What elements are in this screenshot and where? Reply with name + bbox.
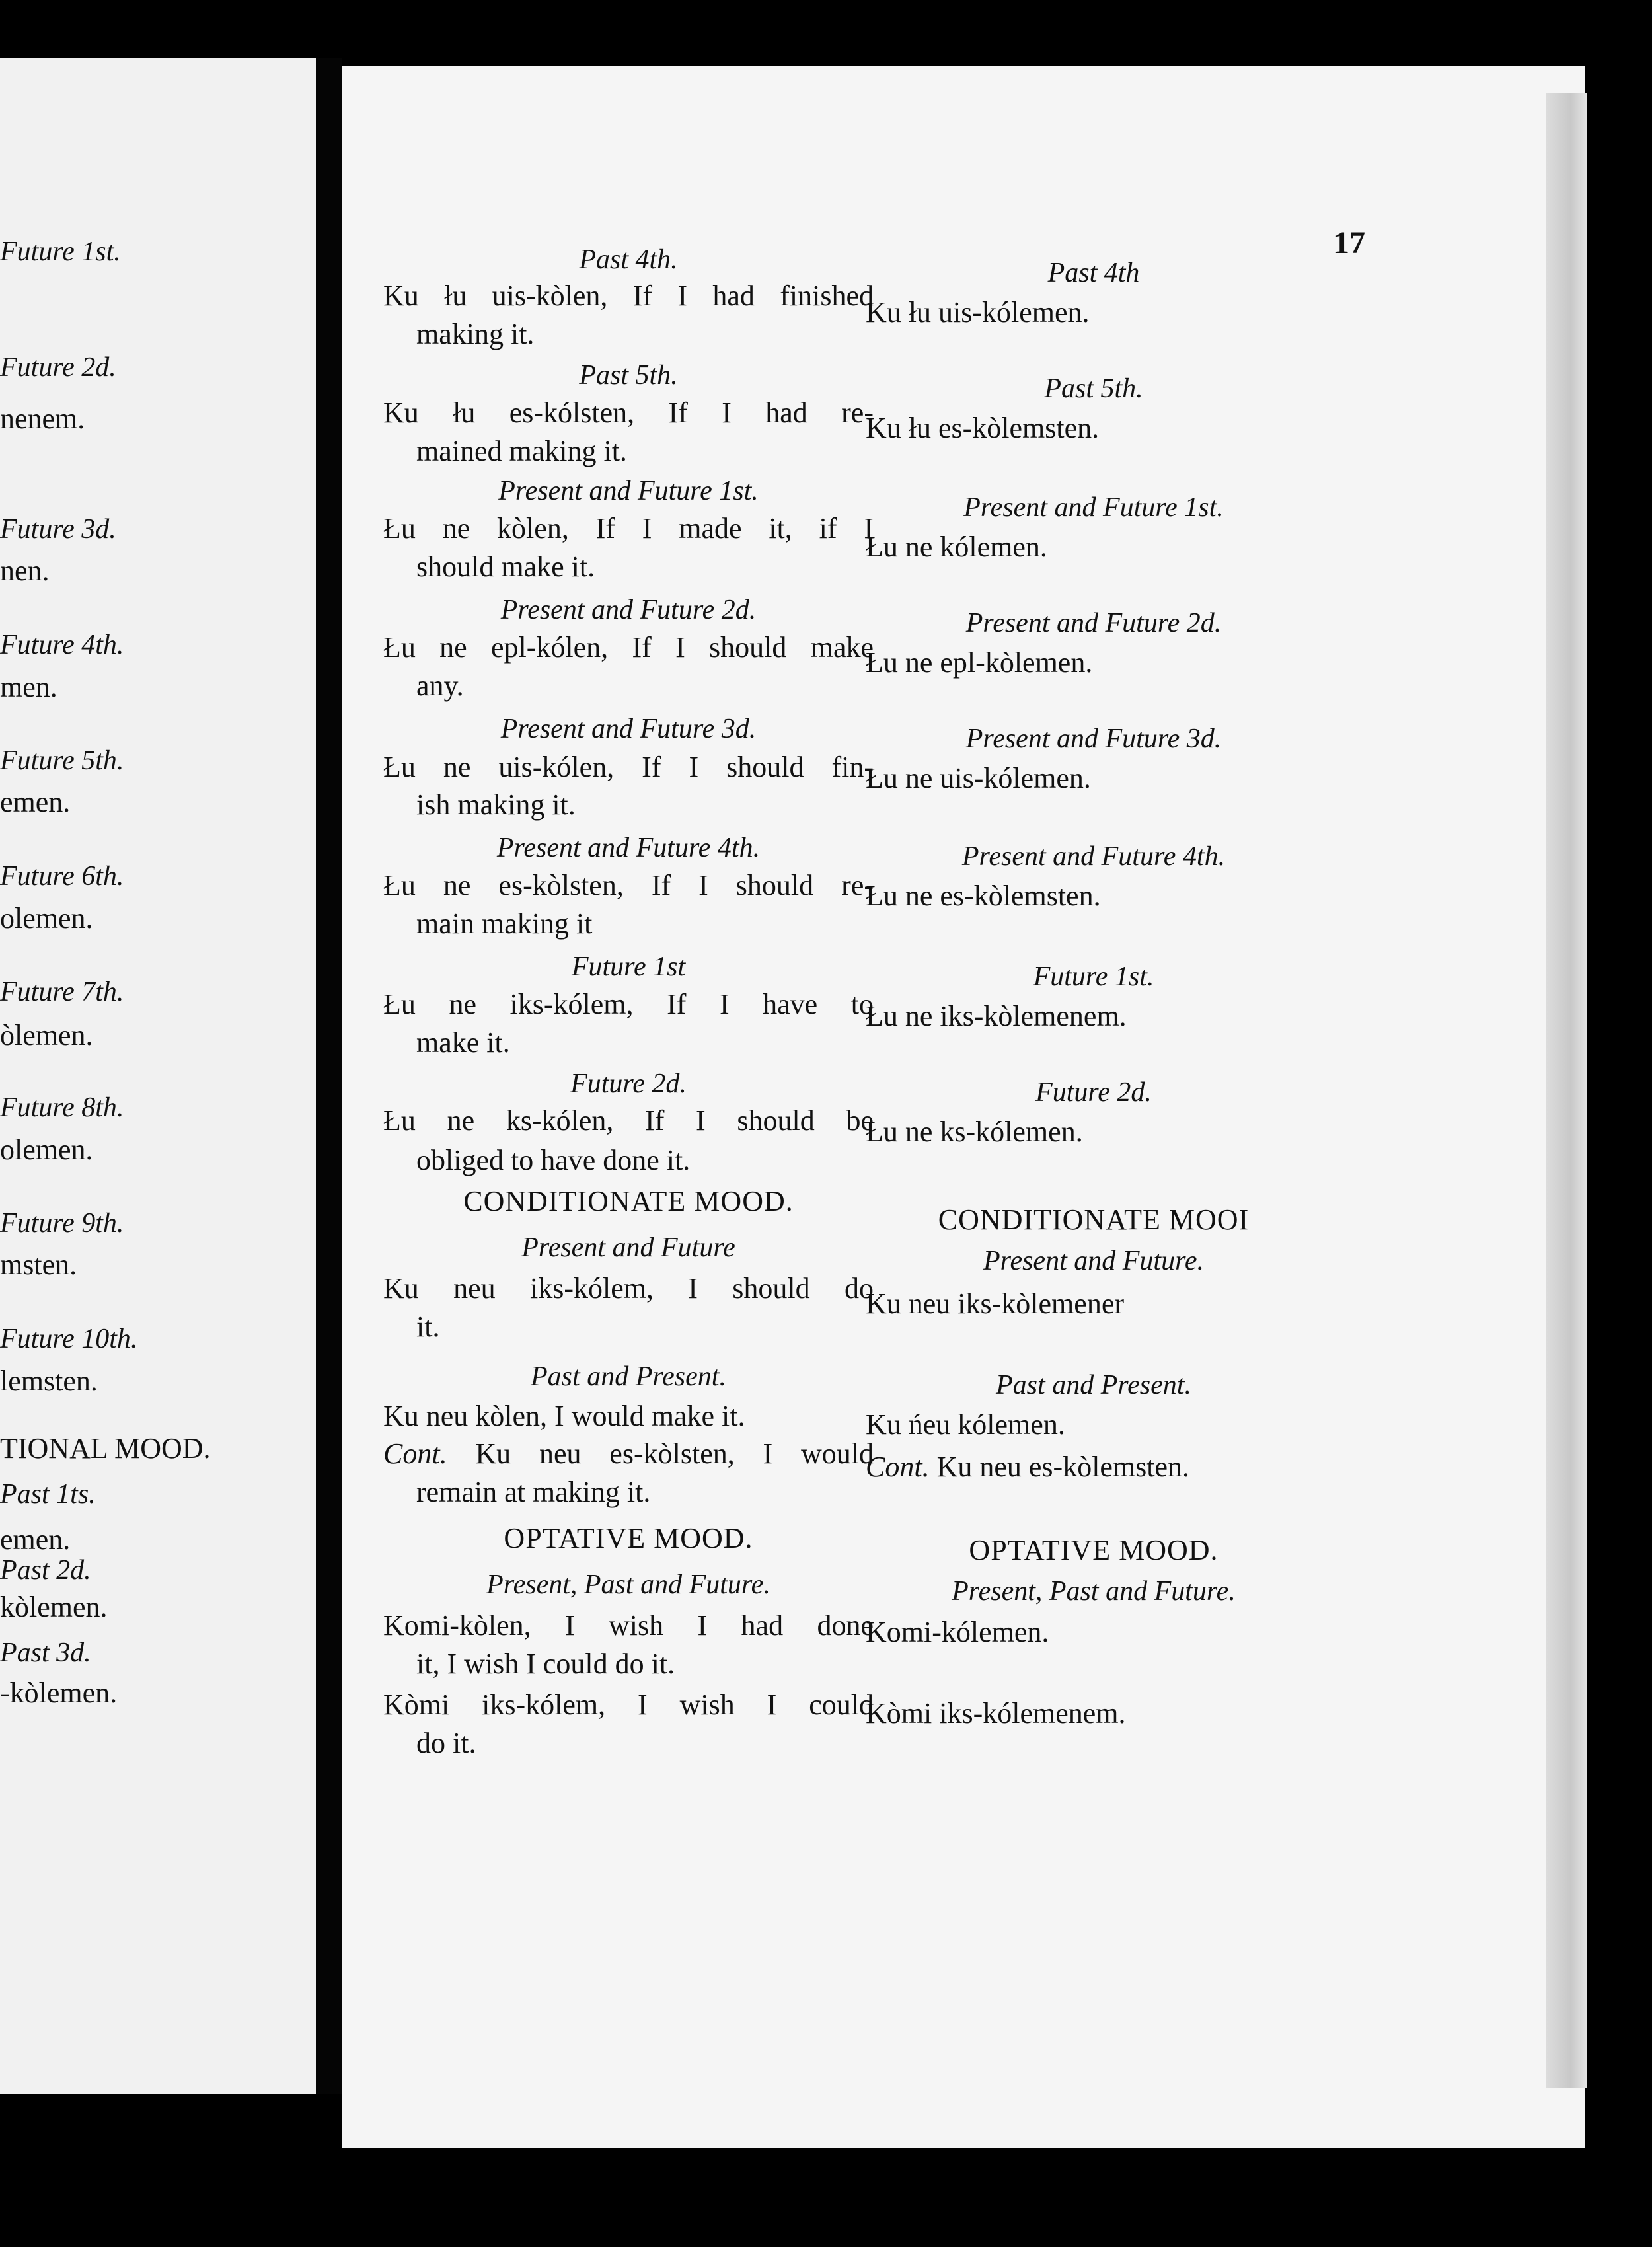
section-heading: Present and Future 2d. <box>500 595 757 625</box>
section-heading: Present and Future. <box>983 1246 1204 1276</box>
cont-abbreviation: Cont. <box>383 1437 447 1470</box>
section-heading: Past 4th <box>1047 258 1140 288</box>
section-heading: Past 5th. <box>579 360 678 391</box>
left-page-heading-fragment: Future 8th. <box>0 1092 124 1123</box>
conjugation-line: Ku neu iks-kólem, I should do <box>383 1272 874 1305</box>
left-page-text-fragment: olemen. <box>0 902 93 934</box>
conjugation-continuation: main making it <box>416 907 593 940</box>
left-page-heading-fragment: Future 10th. <box>0 1324 138 1354</box>
mood-title: OPTATIVE MOOD. <box>504 1522 753 1554</box>
section-heading: Present and Future 2d. <box>965 608 1222 638</box>
left-page-heading-fragment: Future 7th. <box>0 977 124 1007</box>
section-heading: Present, Past and Future. <box>486 1570 770 1600</box>
left-page-text-fragment: men. <box>0 671 57 703</box>
section-heading: Present, Past and Future. <box>952 1576 1236 1607</box>
conjugation-line: Łu ne epl-kólen, If I should make <box>383 631 874 664</box>
conjugation-line: Ku neu iks-kòlemener <box>866 1287 1124 1320</box>
conjugation-continuation: obliged to have done it. <box>416 1144 691 1176</box>
left-page-heading-fragment: Future 2d. <box>0 352 116 383</box>
left-page-heading-fragment: Past 3d. <box>0 1638 91 1668</box>
conjugation-text: Ku neu es-kòlsten, I would <box>447 1437 874 1470</box>
book-spine <box>316 58 342 2094</box>
conjugation-continuation: ish making it. <box>416 788 576 821</box>
section-heading: Present and Future <box>521 1233 735 1263</box>
conjugation-line: Kòmi iks-kólemenem. <box>866 1697 1126 1730</box>
left-page-text-fragment: lemsten. <box>0 1365 98 1397</box>
left-page-text-fragment: kòlemen. <box>0 1591 108 1623</box>
left-page-text-fragment: òlemen. <box>0 1019 93 1051</box>
section-heading: Past and Present. <box>996 1370 1191 1400</box>
conjugation-line: Łu ne kólemen. <box>866 531 1047 563</box>
section-heading: Present and Future 1st. <box>498 476 759 506</box>
conjugation-text: Ku neu es-kòlemsten. <box>929 1451 1190 1483</box>
section-heading: Future 2d. <box>570 1069 687 1099</box>
mood-title: CONDITIONATE MOOD. <box>463 1185 794 1217</box>
section-heading: Future 1st <box>571 952 686 982</box>
section-heading: Future 2d. <box>1035 1077 1152 1108</box>
conjugation-continuation: making it. <box>416 318 535 350</box>
conjugation-line: Ku łu uis-kólemen. <box>866 296 1090 328</box>
left-page-heading-fragment: Past 2d. <box>0 1555 91 1585</box>
section-heading: Past 5th. <box>1044 373 1143 404</box>
conjugation-line: Łu ne uis-kólen, If I should fin- <box>383 751 874 783</box>
left-page-text-fragment: emen. <box>0 786 71 818</box>
left-page-text-fragment: -kòlemen. <box>0 1677 118 1709</box>
conjugation-line: Ku łu uis-kòlen, If I had finished <box>383 280 874 312</box>
conjugation-continuation: make it. <box>416 1026 510 1059</box>
left-page-text-fragment: nenem. <box>0 402 85 435</box>
conjugation-line: Ku ńeu kólemen. <box>866 1408 1065 1441</box>
conjugation-line: Komi-kólemen. <box>866 1616 1049 1648</box>
left-page-text-fragment: nen. <box>0 554 50 587</box>
conjugation-line: Komi-kòlen, I wish I had done <box>383 1609 874 1642</box>
section-heading: Present and Future 1st. <box>963 492 1224 523</box>
left-page-heading-fragment: Future 5th. <box>0 745 124 776</box>
section-heading: Past 4th. <box>579 245 678 275</box>
conjugation-continuation: it, I wish I could do it. <box>416 1648 675 1680</box>
mood-title: CONDITIONATE MOOI <box>938 1203 1250 1236</box>
conjugation-continuation: any. <box>416 669 464 702</box>
conjugation-line: Łu ne ks-kólen, If I should be <box>383 1104 874 1137</box>
previous-page-strip <box>0 58 316 2094</box>
conjugation-line <box>383 1435 874 1472</box>
conjugation-line: Łu ne ks-kólemen. <box>866 1116 1083 1148</box>
conjugation-line: Ku neu kòlen, I would make it. <box>383 1400 745 1432</box>
page-number: 17 <box>1333 225 1365 260</box>
section-heading: Present and Future 3d. <box>500 714 757 744</box>
conjugation-continuation: mained making it. <box>416 435 627 467</box>
conjugation-line: Łu ne es-kòlemsten. <box>866 880 1101 912</box>
left-page-text-fragment: msten. <box>0 1248 77 1281</box>
conjugation-line <box>866 1449 1322 1486</box>
conjugation-line: Łu ne es-kòlsten, If I should re- <box>383 869 874 901</box>
mood-title: OPTATIVE MOOD. <box>969 1534 1219 1566</box>
conjugation-line: Łu ne kòlen, If I made it, if I <box>383 512 874 545</box>
section-heading: Present and Future 4th. <box>496 833 761 863</box>
conjugation-continuation: remain at making it. <box>416 1476 651 1508</box>
conjugation-line: Łu ne epl-kòlemen. <box>866 646 1093 679</box>
conjugation-line: Ku łu es-kòlemsten. <box>866 412 1100 444</box>
left-page-heading-fragment: Future 4th. <box>0 630 124 660</box>
conjugation-line: Łu ne uis-kólemen. <box>866 762 1091 794</box>
section-heading: Present and Future 3d. <box>965 724 1222 754</box>
left-page-heading-fragment: Future 6th. <box>0 861 124 892</box>
conjugation-continuation: do it. <box>416 1727 476 1759</box>
cont-abbreviation: Cont. <box>866 1451 930 1483</box>
section-heading: Present and Future 4th. <box>961 841 1226 872</box>
left-page-text-fragment: olemen. <box>0 1133 93 1166</box>
left-page-heading-fragment: Future 1st. <box>0 237 121 267</box>
conjugation-line: Ku łu es-kólsten, If I had re- <box>383 397 874 429</box>
conjugation-line: Kòmi iks-kólem, I wish I could <box>383 1689 874 1721</box>
page-edge-shadow <box>1546 93 1587 2088</box>
left-page-heading-fragment: Future 3d. <box>0 514 116 545</box>
conjugation-line: Łu ne iks-kólem, If I have to <box>383 988 874 1020</box>
conjugation-continuation: it. <box>416 1311 440 1343</box>
left-page-heading-fragment: Future 9th. <box>0 1208 124 1238</box>
section-heading: Future 1st. <box>1033 962 1154 992</box>
conjugation-continuation: should make it. <box>416 551 595 583</box>
left-page-text-fragment: emen. <box>0 1523 71 1556</box>
section-heading: Past and Present. <box>531 1361 726 1392</box>
conjugation-line: Łu ne iks-kòlemenem. <box>866 1000 1127 1032</box>
left-page-text-fragment: TIONAL MOOD. <box>0 1432 211 1465</box>
left-page-heading-fragment: Past 1ts. <box>0 1479 96 1509</box>
